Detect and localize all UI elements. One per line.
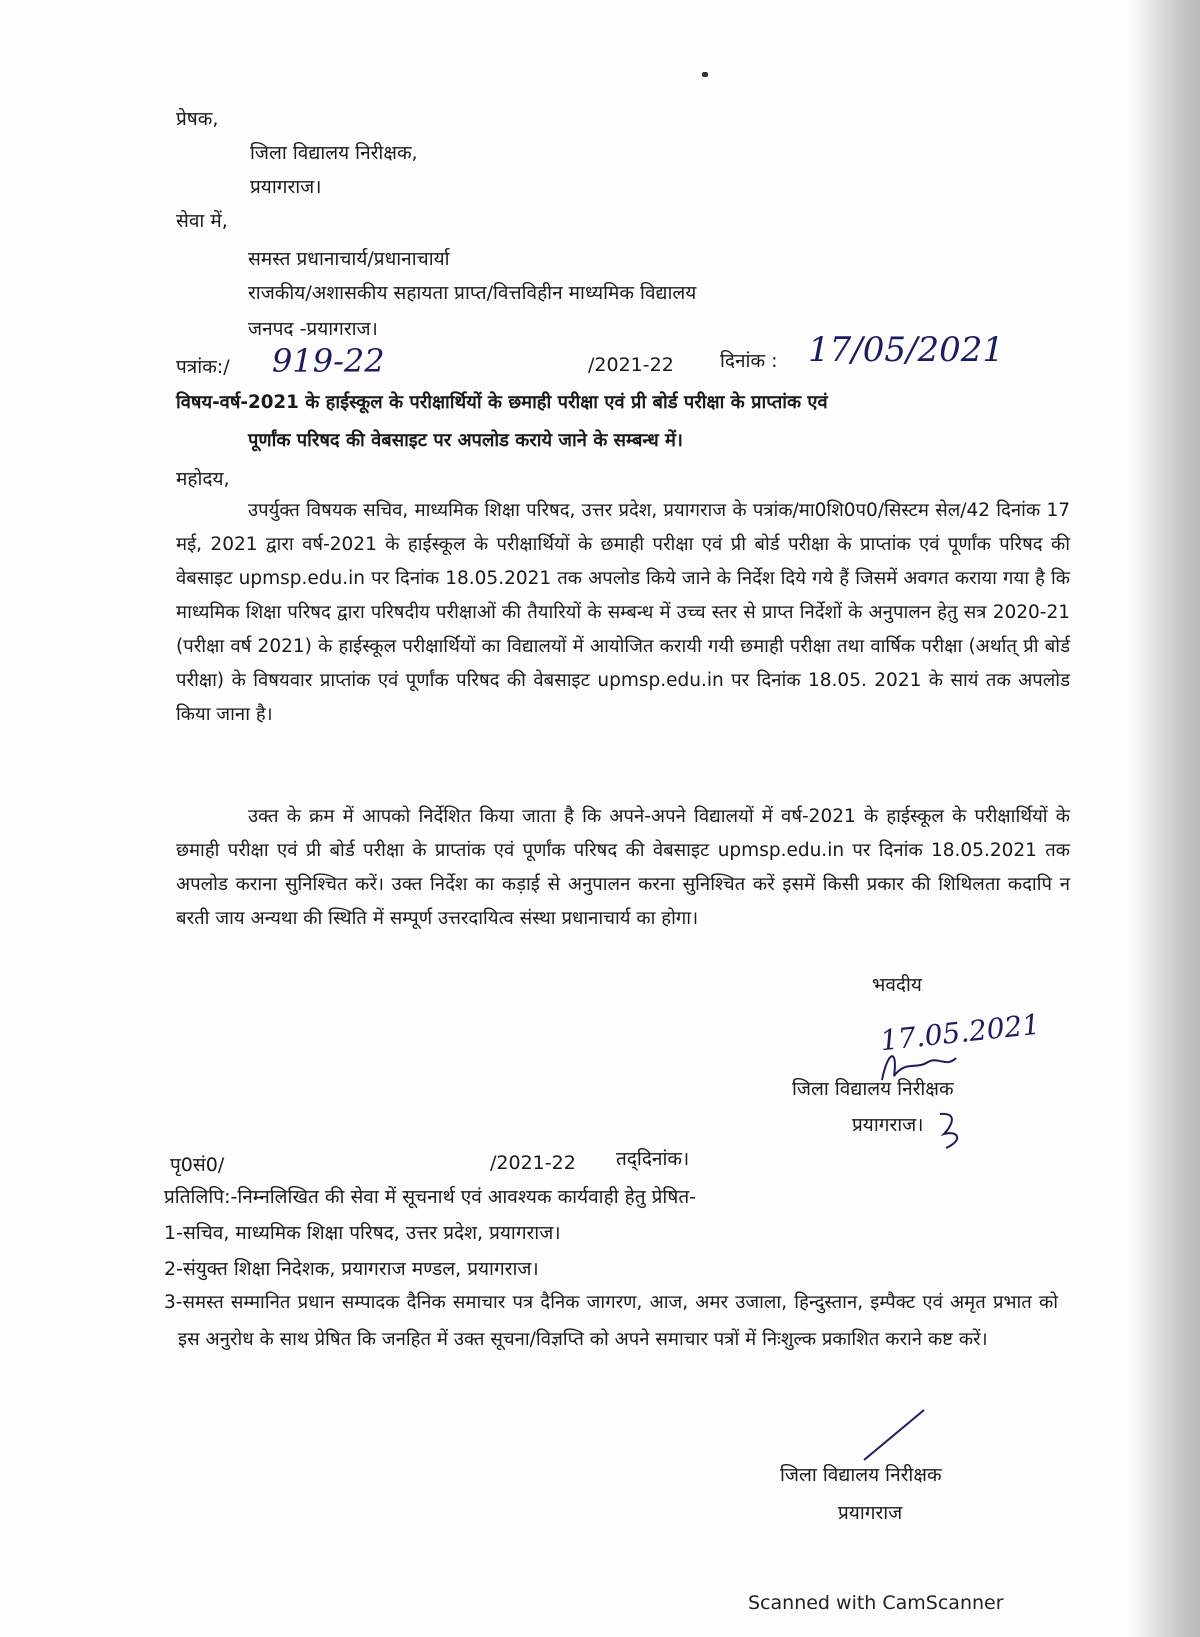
final-place: प्रयागराज — [838, 1502, 903, 1524]
final-designation: जिला विद्यालय निरीक्षक — [780, 1464, 942, 1486]
reference-date-label: दिनांक : — [720, 350, 778, 372]
closing-designation: जिला विद्यालय निरीक्षक — [792, 1078, 954, 1100]
copy-item-2: 2-संयुक्त शिक्षा निदेशक, प्रयागराज मण्डल, प्रयागराज। — [164, 1258, 539, 1280]
recipient-line3: जनपद -प्रयागराज। — [248, 318, 378, 340]
endorsement-year: /2021-22 — [490, 1152, 576, 1174]
salutation: महोदय, — [176, 468, 230, 490]
closing-yours: भवदीय — [872, 974, 922, 996]
sender-name: जिला विद्यालय निरीक्षक, — [250, 142, 418, 164]
signature-stroke-icon — [860, 1404, 930, 1464]
initials-scribble-icon — [930, 1104, 980, 1154]
scan-speck — [702, 72, 708, 77]
recipient-line1: समस्त प्रधानाचार्य/प्रधानाचार्या — [248, 248, 450, 270]
copy-line: प्रतिलिपि:-निम्नलिखित की सेवा में सूचनार्थ एवं आवश्यक कार्यवाही हेतु प्रेषित- — [164, 1186, 697, 1208]
endorsement-label: पृ0सं0/ — [170, 1154, 225, 1176]
body-paragraph-1: उपर्युक्त विषयक सचिव, माध्यमिक शिक्षा परिषद, उत्तर प्रदेश, प्रयागराज के पत्रांक/मा0शि0प0/सिस्टम सेल/42 दिनांक 17 मई, 2021 द्वारा वर्ष-2021 के हाईस्कूल के परीक्षार्थियों के छमाही परीक्षा एवं प्री बोर्ड परीक्षा के प्राप्तांक एवं पूर्णांक परिषद की वेबसाइट upmsp.edu.in पर दिनांक 18.05.2021 तक अपलोड किये जाने के निर्देश दिये गये हैं जिसमें अवगत कराया गया है कि माध्यमिक शिक्षा परिषद द्वारा परिषदीय परीक्षाओं की तैयारियों के सम्बन्ध में उच्च स्तर से प्राप्त निर्देशों के अनुपालन हेतु सत्र 2020-21 (परीक्षा वर्ष 2021) के हाईस्कूल परीक्षार्थियों का विद्यालयों में आयोजित करायी गयी छमाही परीक्षा तथा वार्षिक परीक्षा (अर्थात् प्री बोर्ड परीक्षा) के विषयवार प्राप्तांक एवं पूर्णांक परिषद की वेबसाइट upmsp.edu.in पर दिनांक 18.05. 2021 के सायं तक अपलोड किया जाना है। — [176, 500, 1070, 725]
reference-year: /2021-22 — [588, 354, 674, 376]
recipient-label: सेवा में, — [176, 210, 228, 232]
endorsement-date: तद्‌दिनांक। — [616, 1148, 690, 1170]
subject-line1: विषय-वर्ष-2021 के हाईस्कूल के परीक्षार्थियों के छमाही परीक्षा एवं प्री बोर्ड परीक्षा के प्राप्तांक एवं — [176, 392, 828, 413]
reference-date-handwritten: 17/05/2021 — [808, 330, 1004, 370]
reference-number-handwritten: 919-22 — [272, 342, 385, 380]
sender-place: प्रयागराज। — [250, 176, 322, 198]
scanner-watermark: Scanned with CamScanner — [748, 1592, 1004, 1614]
subject-line2: पूर्णांक परिषद की वेबसाइट पर अपलोड कराये जाने के सम्बन्ध में। — [248, 430, 683, 451]
recipient-line2: राजकीय/अशासकीय सहायता प्राप्त/वित्तविहीन माध्यमिक विद्यालय — [248, 282, 697, 304]
scan-edge-shadow — [1130, 0, 1200, 1637]
signature-date-handwritten: 17.05.2021 — [878, 1007, 1042, 1058]
copy-item-3: 3-समस्त सम्मानित प्रधान सम्पादक दैनिक समाचार पत्र दैनिक जागरण, आज, अमर उजाला, हिन्दुस्तान, इम्पैक्ट एवं अमृत प्रभात को इस अनुरोध के साथ प्रेषित कि जनहित में उक्त सूचना/विज्ञप्ति को अपने समाचार पत्रों में निःशुल्क प्रकाशित कराने कष्ट करें। — [164, 1292, 1058, 1350]
reference-label: पत्रांक:/ — [176, 356, 230, 378]
copy-item-1: 1-सचिव, माध्यमिक शिक्षा परिषद, उत्तर प्रदेश, प्रयागराज। — [164, 1222, 561, 1244]
closing-place: प्रयागराज। — [852, 1114, 924, 1136]
body-paragraph-2: उक्त के क्रम में आपको निर्देशित किया जाता है कि अपने-अपने विद्यालयों में वर्ष-2021 के हाईस्कूल के परीक्षार्थियों के छमाही परीक्षा एवं प्री बोर्ड परीक्षा के प्राप्तांक एवं पूर्णांक परिषद की वेबसाइट upmsp.edu.in पर दिनांक 18.05.2021 तक अपलोड कराना सुनिश्चित करें। उक्त निर्देश का कड़ाई से अनुपालन करना सुनिश्चित करें इसमें किसी प्रकार की शिथिलता कदापि न बरती जाय अन्यथा की स्थिति में सम्पूर्ण उत्तरदायित्व संस्था प्रधानाचार्य का होगा। — [176, 806, 1070, 929]
sender-label: प्रेषक, — [176, 108, 219, 130]
